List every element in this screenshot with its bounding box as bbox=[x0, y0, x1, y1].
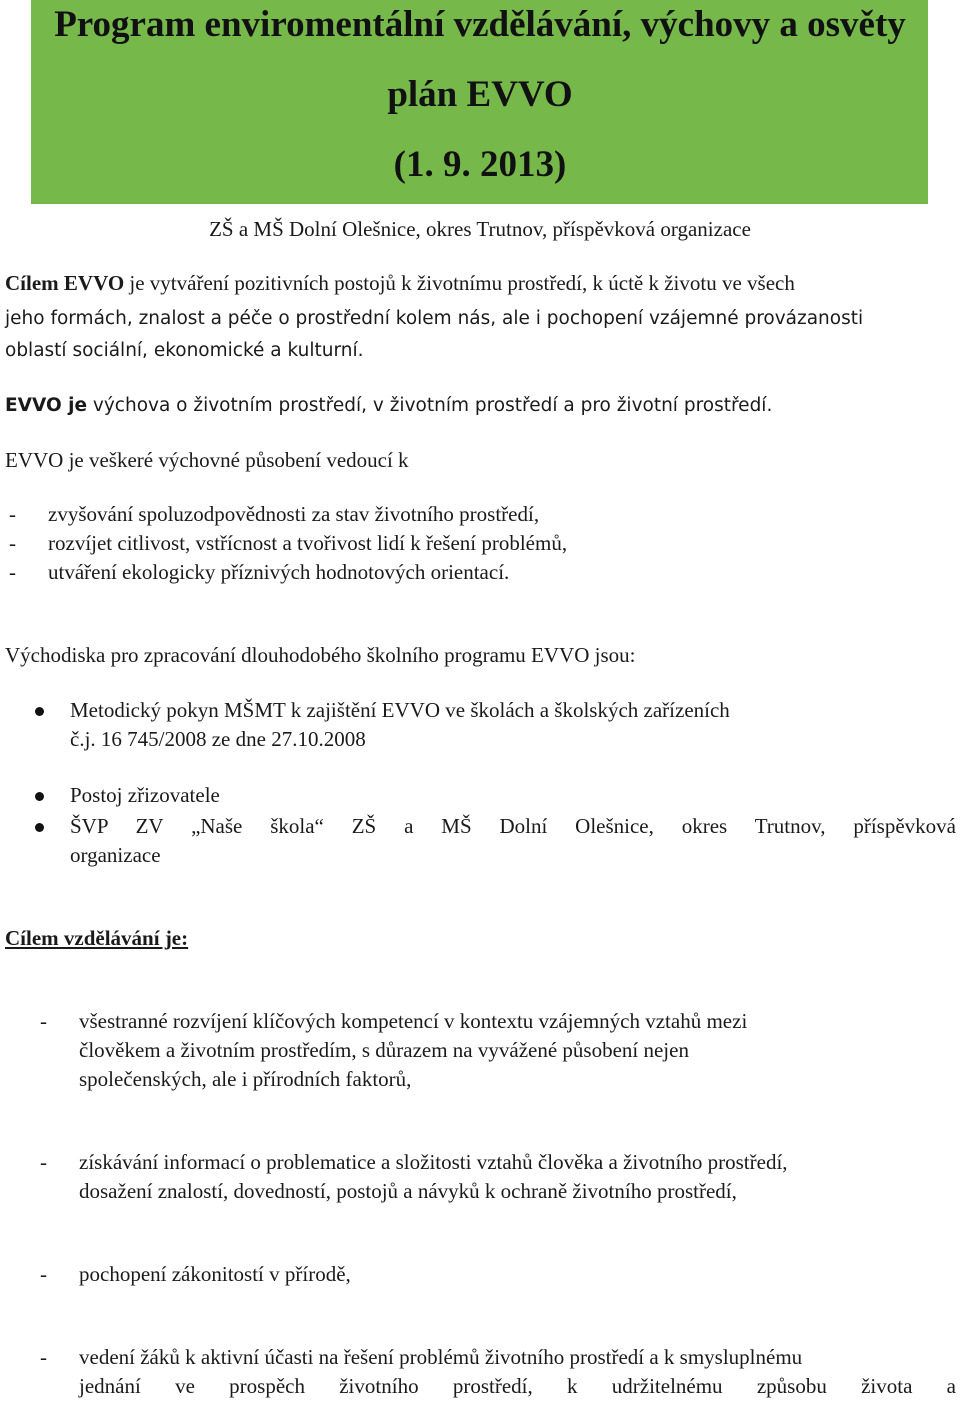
definition-text: výchova o životním prostředí, v životním prostředí a pro životní prostředí. bbox=[87, 395, 773, 416]
bullet-icon bbox=[35, 707, 44, 716]
sources-item-3-line-2: organizace bbox=[70, 843, 161, 867]
goal-line-1-text: je vytváření pozitivních postojů k životnímu prostředí, k úctě k životu ve všech bbox=[124, 271, 795, 295]
list-dash: - bbox=[40, 1345, 47, 1369]
influence-item-2: rozvíjet citlivost, vstřícnost a tvořivost lidí k řešení problémů, bbox=[48, 531, 568, 555]
list-dash: - bbox=[9, 531, 16, 555]
education-item-1-line-2: člověkem a životním prostředím, s důrazem na vyvážené působení nejen bbox=[79, 1038, 689, 1062]
goal-bold-lead: Cílem EVVO bbox=[5, 271, 125, 295]
list-dash: - bbox=[9, 560, 16, 584]
education-item-2-line-2: dosažení znalostí, dovedností, postojů a návyků k ochraně životního prostředí, bbox=[79, 1179, 737, 1203]
education-item-1-line-3: společenských, ale i přírodních faktorů, bbox=[79, 1067, 412, 1091]
education-item-2-line-1: získávání informací o problematice a složitosti vztahů člověka a životního prostředí, bbox=[79, 1150, 788, 1174]
list-dash: - bbox=[40, 1150, 47, 1174]
education-heading: Cílem vzdělávání je: bbox=[5, 926, 189, 950]
definition-line bbox=[5, 395, 772, 416]
organization-name: ZŠ a MŠ Dolní Olešnice, okres Trutnov, příspěvková organizace bbox=[209, 217, 751, 241]
sources-item-1-line-1: Metodický pokyn MŠMT k zajištění EVVO ve školách a školských zařízeních bbox=[70, 698, 730, 722]
page-title: Program enviromentální vzdělávání, výchovy a osvěty bbox=[54, 4, 906, 45]
definition-bold-lead: EVVO je bbox=[5, 395, 88, 416]
sources-item-1-line-2: č.j. 16 745/2008 ze dne 27.10.2008 bbox=[70, 727, 366, 751]
education-item-1-line-1: všestranné rozvíjení klíčových kompetencí v kontextu vzájemných vztahů mezi bbox=[79, 1009, 748, 1033]
goal-line-1 bbox=[5, 271, 795, 296]
sources-intro: Východiska pro zpracování dlouhodobého školního programu EVVO jsou: bbox=[5, 643, 636, 667]
page-subtitle: plán EVVO bbox=[387, 74, 573, 115]
education-item-3: pochopení zákonitostí v přírodě, bbox=[79, 1262, 351, 1286]
bullet-icon bbox=[35, 792, 44, 801]
list-dash: - bbox=[40, 1009, 47, 1033]
goal-line-2: jeho formách, znalost a péče o prostřední kolem nás, ale i pochopení vzájemné provázanosti bbox=[5, 308, 864, 329]
education-item-4-line-2: jednání ve prospěch životního prostředí, k udržitelnému způsobu života a bbox=[79, 1374, 956, 1398]
bullet-icon bbox=[35, 823, 44, 832]
goal-line-3: oblastí sociální, ekonomické a kulturní. bbox=[5, 340, 364, 361]
list-dash: - bbox=[40, 1262, 47, 1286]
education-item-4-line-1: vedení žáků k aktivní účasti na řešení problémů životního prostředí a k smysluplnému bbox=[79, 1345, 803, 1369]
list-dash: - bbox=[9, 502, 16, 526]
sources-item-3-line-1: ŠVP ZV „Naše škola“ ZŠ a MŠ Dolní Olešnice, okres Trutnov, příspěvková bbox=[70, 814, 956, 838]
influence-item-3: utváření ekologicky příznivých hodnotových orientací. bbox=[48, 560, 510, 584]
page-date: (1. 9. 2013) bbox=[393, 144, 567, 185]
influence-item-1: zvyšování spoluzodpovědnosti za stav životního prostředí, bbox=[48, 502, 540, 526]
sources-item-2: Postoj zřizovatele bbox=[70, 783, 220, 807]
influence-intro: EVVO je veškeré výchovné působení vedoucí k bbox=[5, 448, 409, 472]
